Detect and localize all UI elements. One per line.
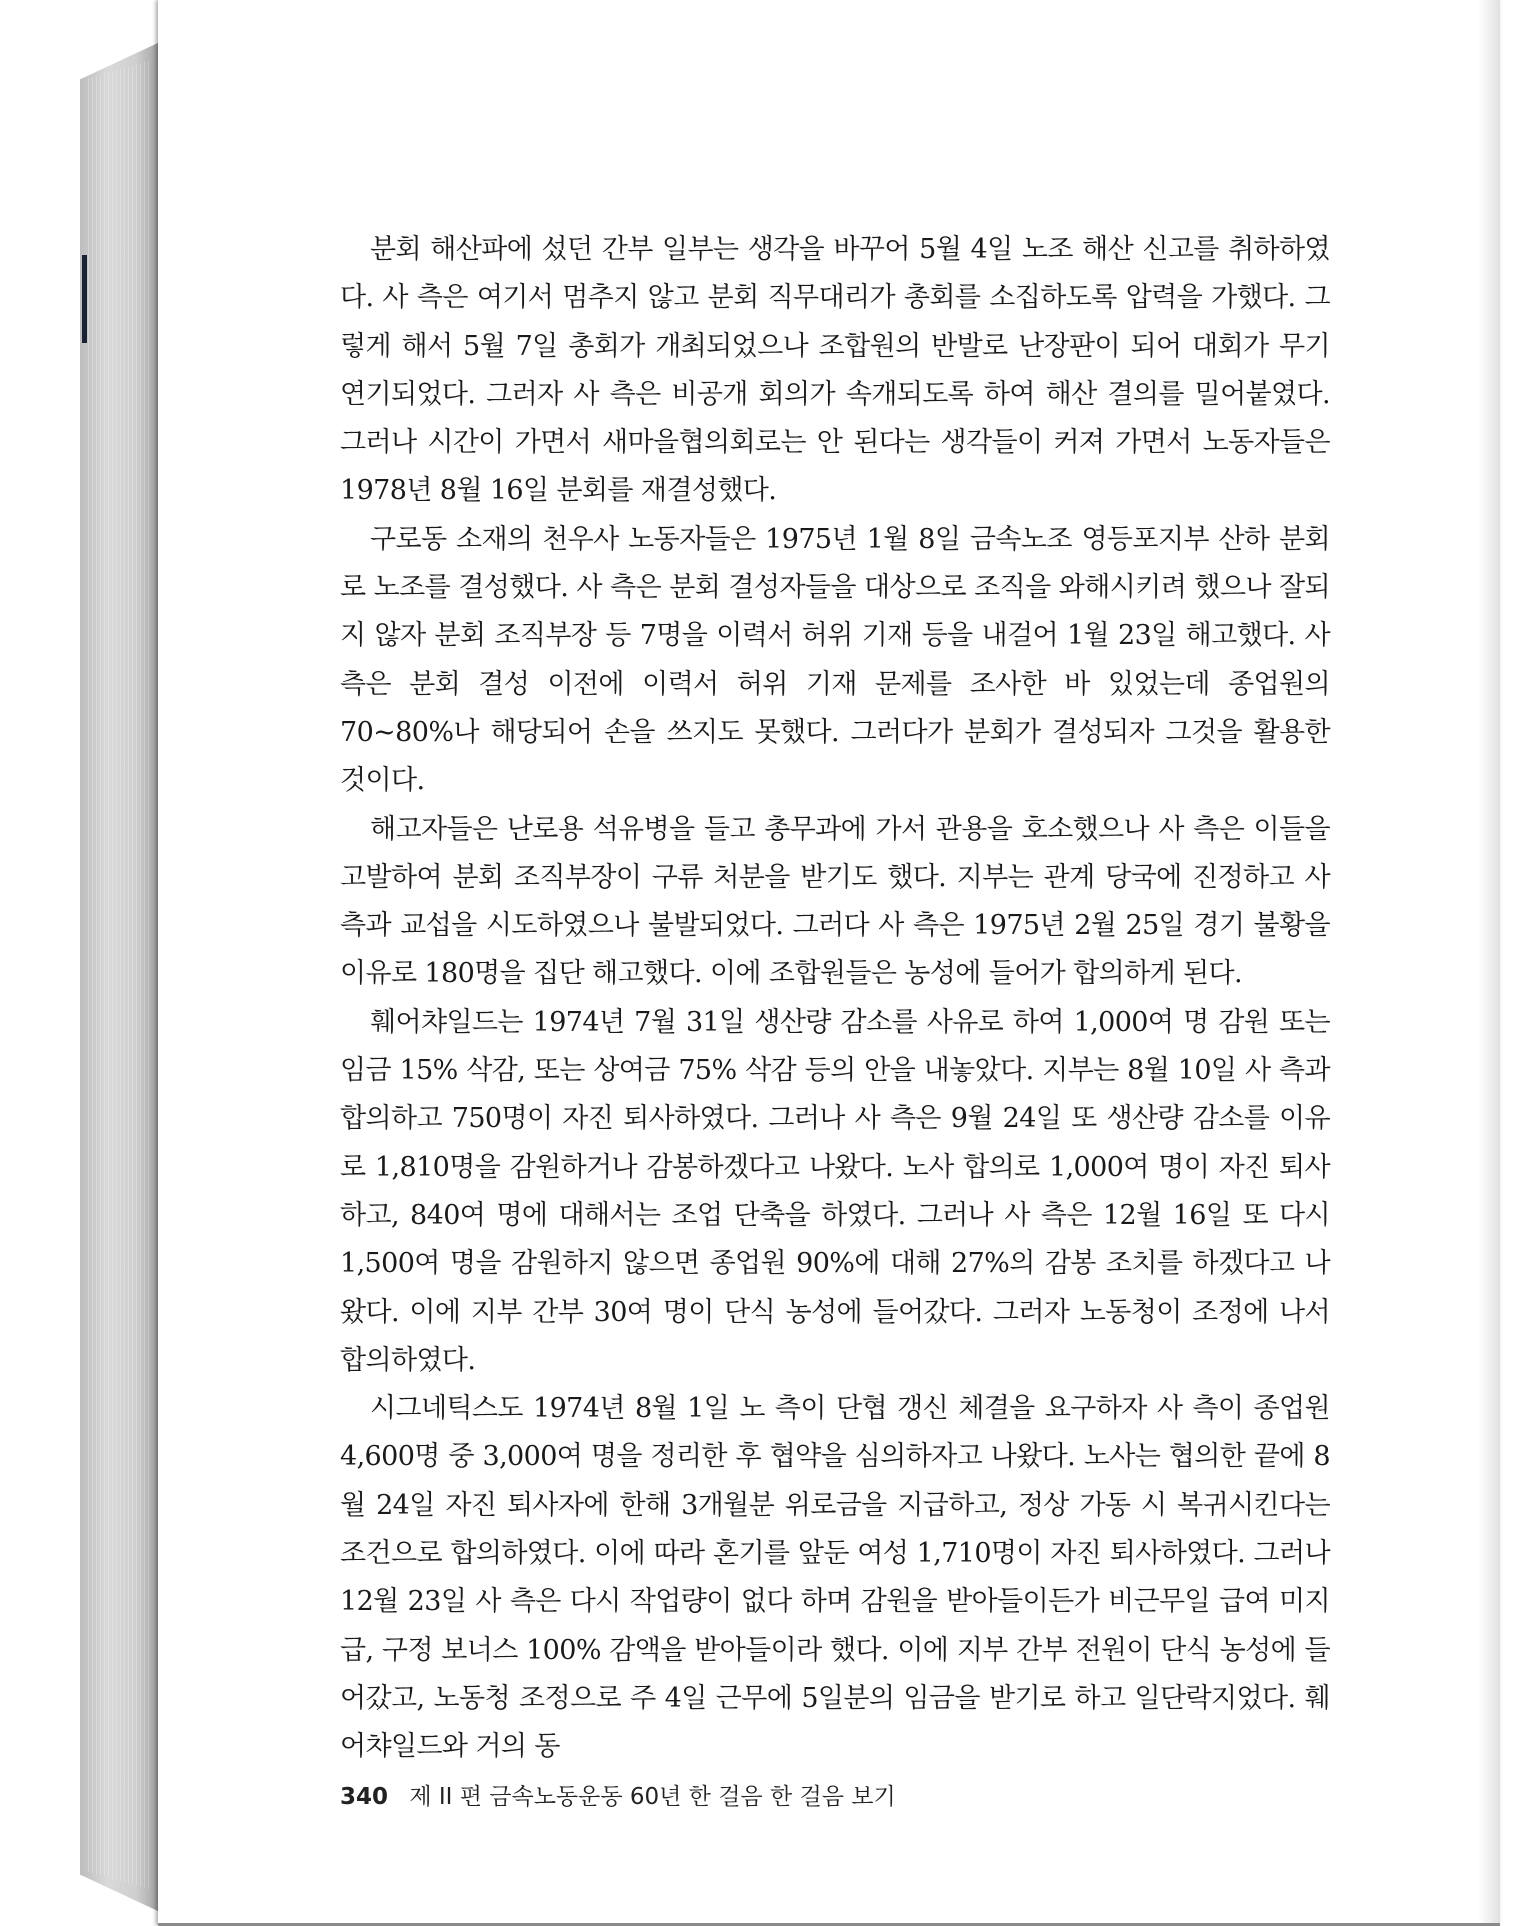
page-number: 340 — [340, 1784, 389, 1810]
body-text — [340, 226, 1330, 1772]
book-page-edge-lines — [88, 60, 152, 1890]
paragraph-3: 해고자들은 난로용 석유병을 들고 총무과에 가서 관용을 호소했으나 사 측은 이들을 고발하여 분회 조직부장이 구류 처분을 받기도 했다. 지부는 관계 당국에 진정하고 사 측과 교섭을 시도하였으나 불발되었다. 그러다 사 측은 1975년 2월 25일 경기 불황을 이유로 180명을 집단 해고했다. 이에 조합원들은 농성에 들어가 합의하게 된다. — [340, 813, 1330, 990]
page-right-shade — [1478, 0, 1500, 1926]
spine-mark — [82, 255, 87, 343]
paragraph-2: 구로동 소재의 천우사 노동자들은 1975년 1월 8일 금속노조 영등포지부 산하 분회로 노조를 결성했다. 사 측은 분회 결성자들을 대상으로 조직을 와해시키려 했으나 잘되지 않자 분회 조직부장 등 7명을 이력서 허위 기재 등을 내걸어 1월 23일 해고했다. 사 측은 분회 결성 이전에 이력서 허위 기재 문제를 조사한 바 있었는데 종업원의 70~80%나 해당되어 손을 쓰지도 못했다. 그러다가 분회가 결성되자 그것을 활용한 것이다. — [340, 523, 1330, 797]
paragraph-4: 훼어챠일드는 1974년 7월 31일 생산량 감소를 사유로 하여 1,000여 명 감원 또는 임금 15% 삭감, 또는 상여금 75% 삭감 등의 안을 내놓았다. 지부는 8월 10일 사 측과 합의하고 750명이 자진 퇴사하였다. 그러나 사 측은 9월 24일 또 생산량 감소를 이유로 1,810명을 감원하거나 감봉하겠다고 나왔다. 노사 합의로 1,000여 명이 자진 퇴사하고, 840여 명에 대해서는 조업 단축을 하였다. 그러나 사 측은 12월 16일 또 다시 1,500여 명을 감원하지 않으면 종업원 90%에 대해 27%의 감봉 조치를 하겠다고 나왔다. 이에 지부 간부 30여 명이 단식 농성에 들어갔다. 그러자 노동청이 조정에 나서 합의하였다. — [340, 1006, 1330, 1376]
running-footer-title: 제 II 편 금속노동운동 60년 한 걸음 한 걸음 보기 — [409, 1784, 896, 1810]
book-page — [158, 0, 1500, 1926]
page-footer — [340, 1778, 896, 1811]
paragraph-5: 시그네틱스도 1974년 8월 1일 노 측이 단협 갱신 체결을 요구하자 사 측이 종업원 4,600명 중 3,000여 명을 정리한 후 협약을 심의하자고 나왔다. 노사는 협의한 끝에 8월 24일 자진 퇴사자에 한해 3개월분 위로금을 지급하고, 정상 가동 시 복귀시킨다는 조건으로 합의하였다. 이에 따라 혼기를 앞둔 여성 1,710명이 자진 퇴사하였다. 그러나 12월 23일 사 측은 다시 작업량이 없다 하며 감원을 받아들이든가 비근무일 급여 미지급, 구정 보너스 100% 감액을 받아들이라 했다. 이에 지부 간부 전원이 단식 농성에 들어갔고, 노동청 조정으로 주 4일 근무에 5일분의 임금을 받기로 하고 일단락지었다. 훼어챠일드와 거의 동 — [340, 1393, 1331, 1763]
paragraph-1: 분회 해산파에 섰던 간부 일부는 생각을 바꾸어 5월 4일 노조 해산 신고를 취하하였다. 사 측은 여기서 멈추지 않고 분회 직무대리가 총회를 소집하도록 압력을 가했다. 그렇게 해서 5월 7일 총회가 개최되었으나 조합원의 반발로 난장판이 되어 대회가 무기 연기되었다. 그러자 사 측은 비공개 회의가 속개되도록 하여 해산 결의를 밀어붙였다. 그러나 시간이 가면서 새마을협의회로는 안 된다는 생각들이 커져 가면서 노동자들은 1978년 8월 16일 분회를 재결성했다. — [340, 234, 1330, 507]
